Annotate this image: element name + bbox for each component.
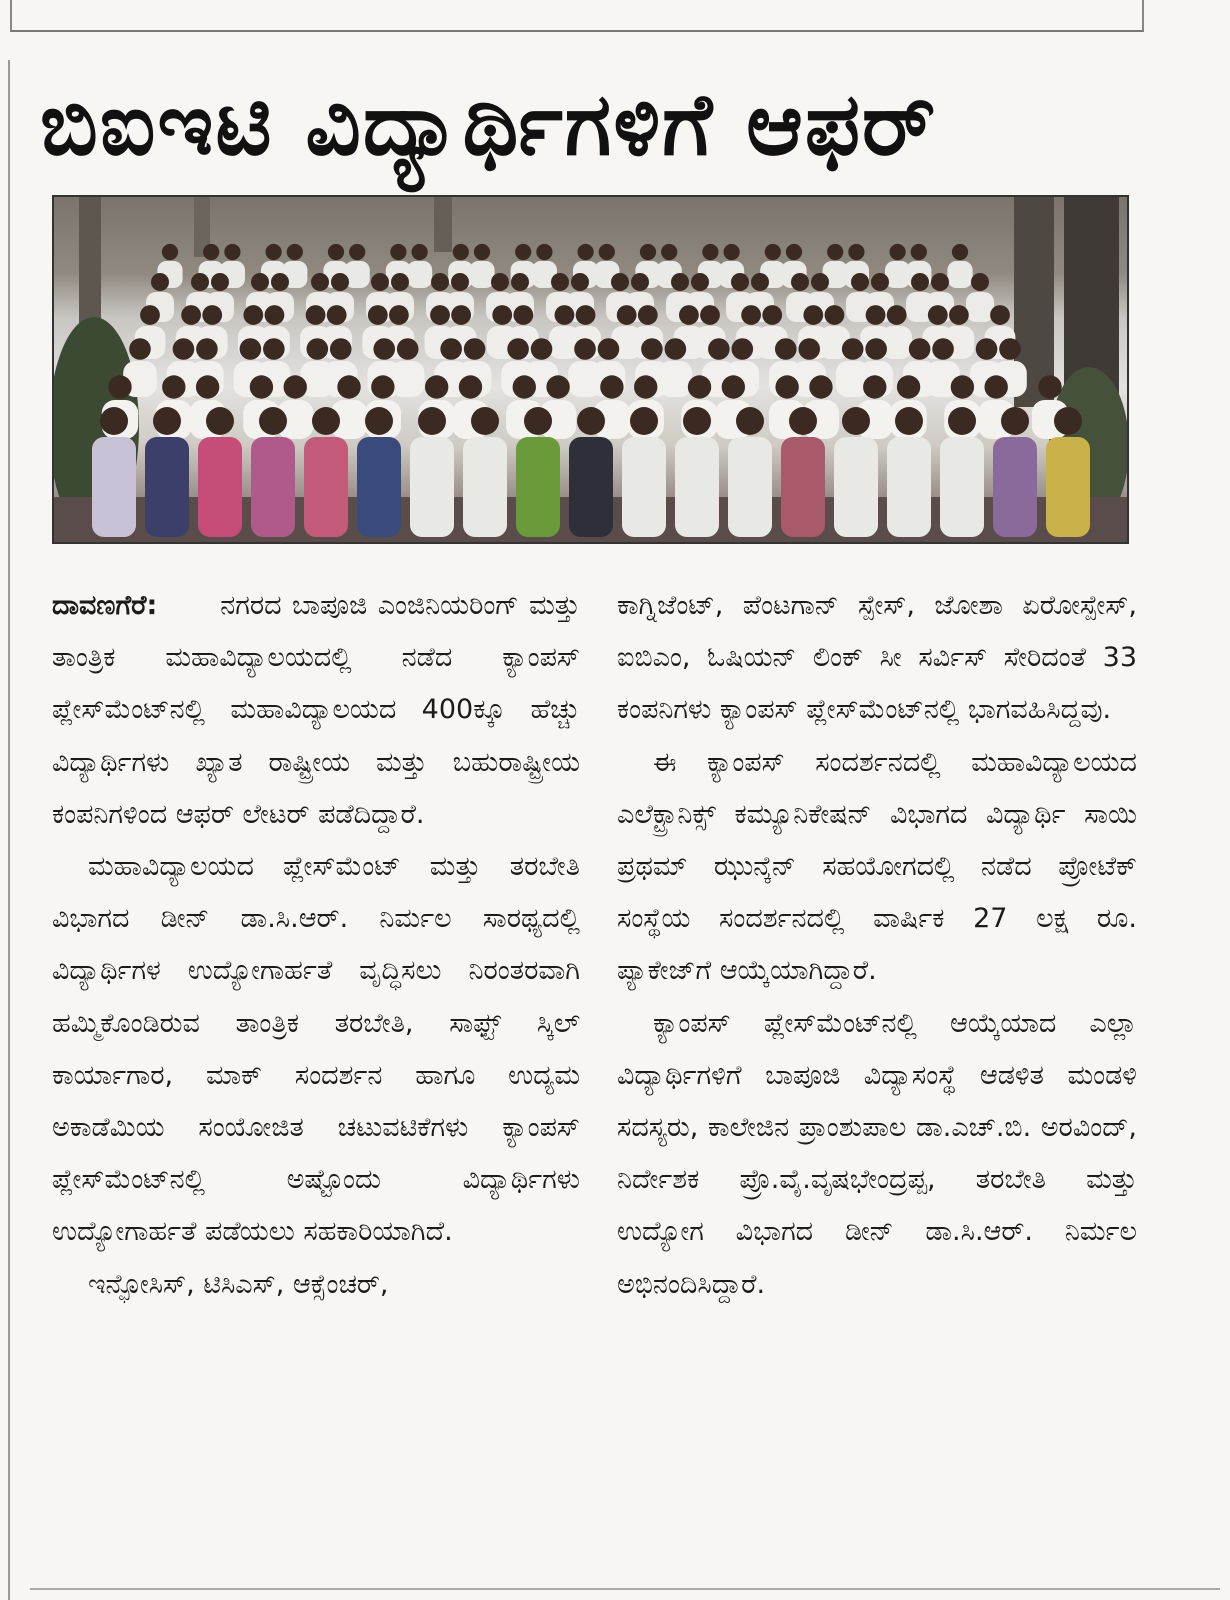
- person-head: [389, 305, 409, 325]
- person-head: [798, 338, 820, 360]
- person-head: [890, 244, 906, 260]
- person-head: [162, 375, 185, 398]
- person-head: [775, 375, 798, 398]
- person-head: [151, 273, 169, 291]
- person-head: [576, 305, 596, 325]
- person-body: [391, 361, 425, 397]
- person-head: [287, 244, 303, 260]
- person-head: [809, 375, 832, 398]
- person-head: [515, 244, 531, 260]
- seated-person-body: [834, 437, 878, 537]
- person-head: [129, 338, 151, 360]
- person-head: [371, 273, 389, 291]
- person-head: [349, 244, 365, 260]
- person-head: [640, 244, 656, 260]
- seated-person-body: [569, 437, 613, 537]
- person-head: [191, 273, 209, 291]
- person-head: [932, 338, 954, 360]
- person-head: [513, 375, 536, 398]
- person-head: [391, 273, 409, 291]
- person-head: [251, 273, 269, 291]
- seated-person-head: [789, 407, 817, 435]
- seated-person-body: [198, 437, 242, 537]
- left-paragraph-2: ಮಹಾವಿದ್ಯಾಲಯದ ಪ್ಲೇಸ್‌ಮೆಂಟ್ ಮತ್ತು ತರಬೇತಿ ವಿಭಾಗದ ಡೀನ್ ಡಾ.ಸಿ.ಆರ್. ನಿರ್ಮಲ ಸಾರಥ್ಯದಲ್ಲಿ ವಿದ್ಯಾರ್ಥಿಗಳ ಉದ್ಯೋಗಾರ್ಹತೆ ವೃದ್ಧಿಸಲು ನಿರಂತರವಾಗಿ ಹಮ್ಮಿಕೊಂಡಿರುವ ತಾಂತ್ರಿಕ ತರಬೇತಿ, ಸಾಫ್ಟ್ ಸ್ಕಿಲ್ ಕಾರ್ಯಾಗಾರ, ಮಾಕ್ ಸಂದರ್ಶನ ಹಾಗೂ ಉದ್ಯಮ ಅಕಾಡೆಮಿಯ ಸಂಯೋಜಿತ ಚಟುವಟಿಕೆಗಳು ಕ್ಯಾಂಪಸ್ ಪ್ಲೇಸ್‌ಮೆಂಟ್‌ನಲ್ಲಿ ಅಷ್ಟೊಂದು ವಿದ್ಯಾರ್ಥಿಗಳು ಉದ್ಯೋಗಾರ್ಹತೆ ಪಡೆಯಲು ಸಹಕಾರಿಯಾಗಿದೆ.: [52, 851, 580, 1248]
- seated-person-head: [683, 407, 711, 435]
- person-head: [373, 338, 395, 360]
- seated-person-head: [153, 407, 181, 435]
- person-head: [240, 338, 262, 360]
- pillar: [434, 197, 452, 252]
- person-body: [947, 261, 972, 288]
- person-head: [328, 244, 344, 260]
- person-head: [425, 375, 448, 398]
- person-head: [691, 273, 709, 291]
- person-head: [631, 273, 649, 291]
- bottom-rule: [30, 1588, 1220, 1590]
- seated-person-head: [206, 407, 234, 435]
- person-head: [976, 338, 998, 360]
- seated-person-head: [948, 407, 976, 435]
- right-paragraph-2: ಈ ಕ್ಯಾಂಪಸ್ ಸಂದರ್ಶನದಲ್ಲಿ ಮಹಾವಿದ್ಯಾಲಯದ ಎಲೆಕ್ಟ್ರಾನಿಕ್ಸ್ ಕಮ್ಯೂನಿಕೇಷನ್ ವಿಭಾಗದ ವಿದ್ಯಾರ್ಥಿ ಸಾಯಿ ಪ್ರಥಮ್ ಝುನ್ಕೆನ್ ಸಹಯೋಗದಲ್ಲಿ ನಡೆದ ಪ್ರೋಟೆಕ್ ಸಂಸ್ಥೆಯ ಸಂದರ್ಶನದಲ್ಲಿ ವಾರ್ಷಿಕ 27 ಲಕ್ಷ ರೂ. ಪ್ಯಾಕೇಜ್‌ಗೆ ಆಯ್ಕೆಯಾಗಿದ್ದಾರೆ.: [617, 746, 1137, 987]
- person-head: [702, 244, 718, 260]
- person-head: [949, 305, 969, 325]
- person-head: [634, 375, 657, 398]
- person-head: [571, 273, 589, 291]
- person-head: [1038, 375, 1061, 398]
- person-head: [440, 338, 462, 360]
- person-head: [491, 273, 509, 291]
- person-head: [897, 375, 920, 398]
- person-head: [306, 305, 326, 325]
- right-paragraph-3: ಕ್ಯಾಂಪಸ್ ಪ್ಲೇಸ್‌ಮೆಂಟ್‌ನಲ್ಲಿ ಆಯ್ಕೆಯಾದ ಎಲ್ಲಾ ವಿದ್ಯಾರ್ಥಿಗಳಿಗೆ ಬಾಪೂಜಿ ವಿದ್ಯಾಸಂಸ್ಥೆ ಆಡಳಿತ ಮಂಡಳಿ ಸದಸ್ಯರು, ಕಾಲೇಜಿನ ಪ್ರಾಂಶುಪಾಲ ಡಾ.ಎಚ್.ಬಿ. ಅರವಿಂದ್, ನಿರ್ದೇಶಕ ಪ್ರೊ.ವೈ.ವೃಷಭೇಂದ್ರಪ್ಪ, ತರಬೇತಿ ಮತ್ತು ಉದ್ಯೋಗ ವಿಭಾಗದ ಡೀನ್ ಡಾ.ಸಿ.ಆರ್. ನಿರ್ಮಲ ಅಭಿನಂದಿಸಿದ್ದಾರೆ.: [617, 1007, 1137, 1300]
- person-head: [732, 338, 754, 360]
- person-head: [598, 338, 620, 360]
- person-head: [330, 338, 352, 360]
- group-photo: [52, 195, 1129, 544]
- person-head: [599, 244, 615, 260]
- seated-person-body: [728, 437, 772, 537]
- person-head: [971, 273, 989, 291]
- right-paragraph-1: ಕಾಗ್ನಿಜೆಂಟ್, ಪೆಂಟಗಾನ್ ಸ್ಪೇಸ್, ಜೋಶಾ ಏರೋಸ್ಪೇಸ್, ಐಬಿಎಂ, ಓಷಿಯನ್ ಲಿಂಕ್ ಸೀ ಸರ್ವಿಸ್ ಸೇರಿದಂತೆ 33 ಕಂಪನಿಗಳು ಕ್ಯಾಂಪಸ್ ಪ್ಲೇಸ್‌ಮೆಂಟ್‌ನಲ್ಲಿ ಭಾಗವಹಿಸಿದ್ದವು.: [617, 590, 1137, 726]
- person-head: [202, 305, 222, 325]
- person-head: [311, 273, 329, 291]
- person-head: [911, 273, 929, 291]
- person-head: [474, 244, 490, 260]
- person-head: [887, 305, 907, 325]
- person-head: [928, 305, 948, 325]
- person-head: [531, 338, 553, 360]
- dateline: ದಾವಣಗೆರೆ:: [52, 590, 158, 621]
- person-head: [203, 244, 219, 260]
- person-head: [931, 273, 949, 291]
- seated-person-head: [418, 407, 446, 435]
- person-head: [865, 338, 887, 360]
- previous-article-border: [10, 0, 1144, 32]
- person-head: [688, 375, 711, 398]
- person-head: [984, 375, 1007, 398]
- person-head: [453, 244, 469, 260]
- person-head: [459, 375, 482, 398]
- person-head: [911, 244, 927, 260]
- person-head: [546, 375, 569, 398]
- person-head: [307, 338, 329, 360]
- person-head: [851, 273, 869, 291]
- person-head: [368, 305, 388, 325]
- seated-person-head: [577, 407, 605, 435]
- person-head: [909, 338, 931, 360]
- person-head: [108, 375, 131, 398]
- person-head: [741, 305, 761, 325]
- person-head: [724, 244, 740, 260]
- person-head: [751, 273, 769, 291]
- person-head: [638, 305, 658, 325]
- person-head: [999, 338, 1021, 360]
- article-column-left: [52, 580, 580, 1311]
- person-head: [641, 338, 663, 360]
- seated-person-body: [1046, 437, 1090, 537]
- person-head: [679, 305, 699, 325]
- person-head: [327, 305, 347, 325]
- person-head: [513, 305, 533, 325]
- person-head: [775, 338, 797, 360]
- seated-person-body: [145, 437, 189, 537]
- seated-person-head: [630, 407, 658, 435]
- person-head: [331, 273, 349, 291]
- person-head: [803, 305, 823, 325]
- person-head: [848, 244, 864, 260]
- person-head: [173, 338, 195, 360]
- person-head: [578, 244, 594, 260]
- seated-person-head: [524, 407, 552, 435]
- left-paragraph-3: ಇನ್ಫೋಸಿಸ್, ಟಿಸಿಎಸ್, ಆಕ್ಸೆಂಚರ್,: [88, 1268, 389, 1300]
- person-head: [492, 305, 512, 325]
- person-head: [871, 273, 889, 291]
- person-head: [574, 338, 596, 360]
- person-head: [451, 305, 471, 325]
- person-head: [762, 305, 782, 325]
- person-body: [659, 361, 693, 397]
- person-head: [181, 305, 201, 325]
- seated-person-head: [1054, 407, 1082, 435]
- seated-person-body: [887, 437, 931, 537]
- seated-person-head: [100, 407, 128, 435]
- seated-person-body: [675, 437, 719, 537]
- person-body: [966, 292, 994, 322]
- person-head: [665, 338, 687, 360]
- person-head: [866, 305, 886, 325]
- person-head: [555, 305, 575, 325]
- column-rule: [8, 60, 10, 1600]
- person-head: [507, 338, 529, 360]
- person-head: [827, 244, 843, 260]
- person-head: [765, 244, 781, 260]
- left-paragraph-1: ನಗರದ ಬಾಪೂಜಿ ಎಂಜಿನಿಯರಿಂಗ್ ಮತ್ತು ತಾಂತ್ರಿಕ ಮಹಾವಿದ್ಯಾಲಯದಲ್ಲಿ ನಡೆದ ಕ್ಯಾಂಪಸ್ ಪ್ಲೇಸ್‌ಮೆಂಟ್‌ನಲ್ಲಿ ಮಹಾವಿದ್ಯಾಲಯದ 400ಕ್ಕೂ ಹೆಚ್ಚು ವಿದ್ಯಾರ್ಥಿಗಳು ಖ್ಯಾತ ರಾಷ್ಟ್ರೀಯ ಮತ್ತು ಬಹುರಾಷ್ಟ್ರೀಯ ಕಂಪನಿಗಳಿಂದ ಆಫರ್ ಲೇಟರ್ ಪಡೆದಿದ್ದಾರೆ.: [52, 590, 580, 830]
- headline: ಬಿಐಇಟಿ ವಿದ್ಯಾರ್ಥಿಗಳಿಗೆ ಆಫರ್: [40, 75, 938, 175]
- seated-person-body: [781, 437, 825, 537]
- person-head: [842, 338, 864, 360]
- seated-person-head: [259, 407, 287, 435]
- person-head: [284, 375, 307, 398]
- person-head: [412, 244, 428, 260]
- person-head: [731, 273, 749, 291]
- person-head: [250, 375, 273, 398]
- person-head: [431, 273, 449, 291]
- person-head: [140, 305, 160, 325]
- person-body: [881, 326, 912, 359]
- seated-person-head: [842, 407, 870, 435]
- person-head: [661, 244, 677, 260]
- person-head: [600, 375, 623, 398]
- seated-person-body: [516, 437, 560, 537]
- person-head: [617, 305, 637, 325]
- person-head: [700, 305, 720, 325]
- person-head: [825, 305, 845, 325]
- seated-person-head: [312, 407, 340, 435]
- person-head: [464, 338, 486, 360]
- person-head: [266, 244, 282, 260]
- person-head: [196, 338, 218, 360]
- seated-person-body: [463, 437, 507, 537]
- person-head: [224, 244, 240, 260]
- person-head: [551, 273, 569, 291]
- seated-person-head: [471, 407, 499, 435]
- person-head: [263, 338, 285, 360]
- person-head: [371, 375, 394, 398]
- seated-person-body: [304, 437, 348, 537]
- person-body: [407, 261, 432, 288]
- person-head: [511, 273, 529, 291]
- person-body: [469, 261, 494, 288]
- article-column-right: [617, 580, 1137, 1311]
- seated-person-body: [410, 437, 454, 537]
- person-head: [390, 244, 406, 260]
- seated-person-body: [622, 437, 666, 537]
- person-head: [196, 375, 219, 398]
- person-head: [952, 244, 968, 260]
- person-head: [211, 273, 229, 291]
- person-head: [791, 273, 809, 291]
- person-head: [162, 244, 178, 260]
- seated-person-body: [357, 437, 401, 537]
- person-head: [271, 273, 289, 291]
- person-head: [786, 244, 802, 260]
- person-head: [990, 305, 1010, 325]
- person-head: [722, 375, 745, 398]
- person-head: [243, 305, 263, 325]
- person-head: [536, 244, 552, 260]
- group-photo-illustration: [54, 197, 1127, 542]
- person-head: [811, 273, 829, 291]
- seated-person-head: [365, 407, 393, 435]
- person-head: [265, 305, 285, 325]
- seated-person-body: [92, 437, 136, 537]
- person-head: [430, 305, 450, 325]
- person-head: [397, 338, 419, 360]
- seated-person-body: [993, 437, 1037, 537]
- person-head: [611, 273, 629, 291]
- seated-person-body: [251, 437, 295, 537]
- person-head: [708, 338, 730, 360]
- person-head: [671, 273, 689, 291]
- person-head: [451, 273, 469, 291]
- seated-person-head: [1001, 407, 1029, 435]
- person-head: [337, 375, 360, 398]
- person-head: [951, 375, 974, 398]
- seated-person-head: [736, 407, 764, 435]
- seated-person-body: [940, 437, 984, 537]
- person-head: [863, 375, 886, 398]
- seated-person-head: [895, 407, 923, 435]
